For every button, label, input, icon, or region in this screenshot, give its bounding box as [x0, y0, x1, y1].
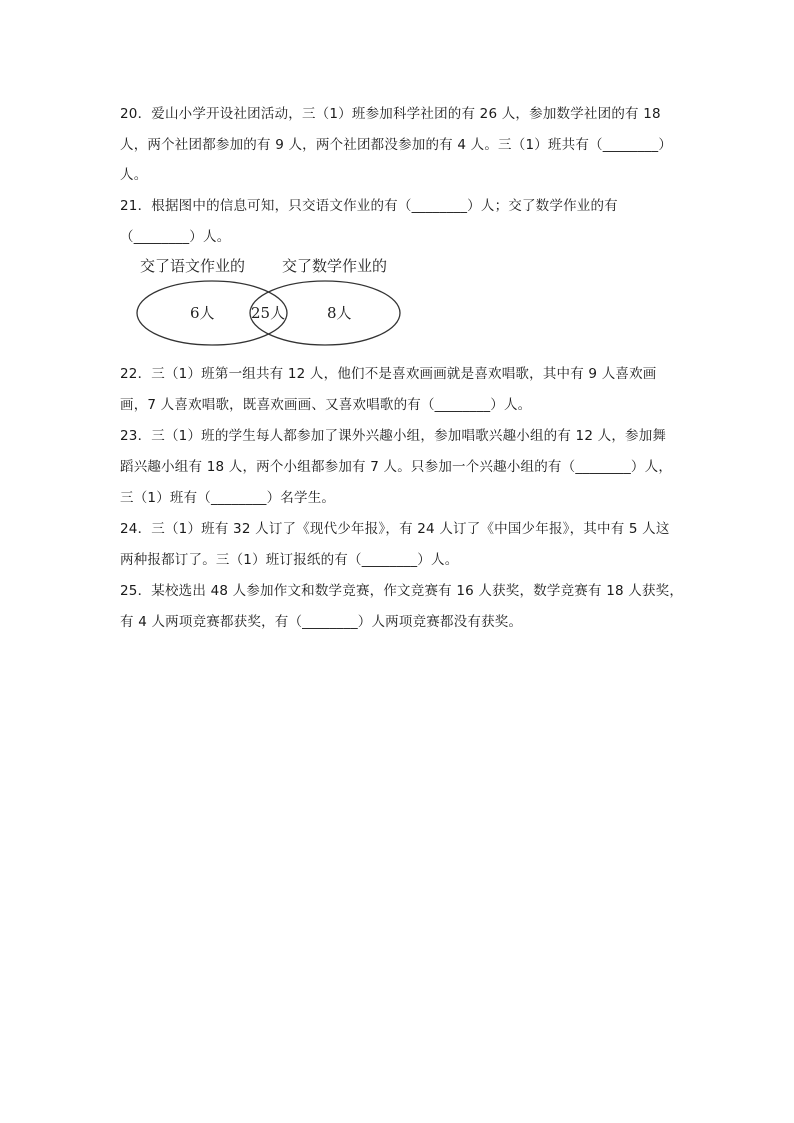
q21-line-2: （________）人。 [120, 229, 231, 245]
q22-line-2: 画，7 人喜欢唱歌，既喜欢画画、又喜欢唱歌的有（________）人。 [120, 397, 532, 413]
q23-line-3: 三（1）班有（________）名学生。 [120, 490, 336, 506]
q22-line-1: 22．三（1）班第一组共有 12 人，他们不是喜欢画画就是喜欢唱歌，其中有 9 人喜欢画 [120, 366, 657, 382]
q20-line-3: 人。 [120, 167, 148, 183]
q25-line-1: 25．某校选出 48 人参加作文和数学竞赛，作文竞赛有 16 人获奖，数学竞赛有 18 人获奖， [120, 583, 684, 599]
q23-line-1: 23．三（1）班的学生每人都参加了课外兴趣小组，参加唱歌兴趣小组的有 12 人，参加舞 [120, 428, 667, 444]
q20-line-1: 20．爱山小学开设社团活动，三（1）班参加科学社团的有 26 人，参加数学社团的有 18 [120, 106, 661, 122]
venn-left-label: 交了语文作业的 [140, 257, 246, 275]
q24-line-1: 24．三（1）班有 32 人订了《现代少年报》，有 24 人订了《中国少年报》，其中有 5 人这 [120, 521, 670, 537]
q21-line-1: 21．根据图中的信息可知，只交语文作业的有（________）人；交了数学作业的有 [120, 198, 618, 214]
venn-right-only: 8人 [327, 304, 352, 322]
venn-right-label: 交了数学作业的 [282, 257, 388, 275]
venn-diagram [130, 252, 420, 352]
q23-line-2: 蹈兴趣小组有 18 人，两个小组都参加有 7 人。只参加一个兴趣小组的有（________）人， [120, 459, 673, 475]
q20-line-2: 人，两个社团都参加的有 9 人，两个社团都没参加的有 4 人。三（1）班共有（________） [120, 137, 673, 153]
venn-left-only: 6人 [190, 304, 215, 322]
q25-line-2: 有 4 人两项竞赛都获奖，有（________）人两项竞赛都没有获奖。 [120, 614, 523, 630]
q24-line-2: 两种报都订了。三（1）班订报纸的有（________）人。 [120, 552, 459, 568]
venn-intersection: 25人 [251, 304, 286, 322]
